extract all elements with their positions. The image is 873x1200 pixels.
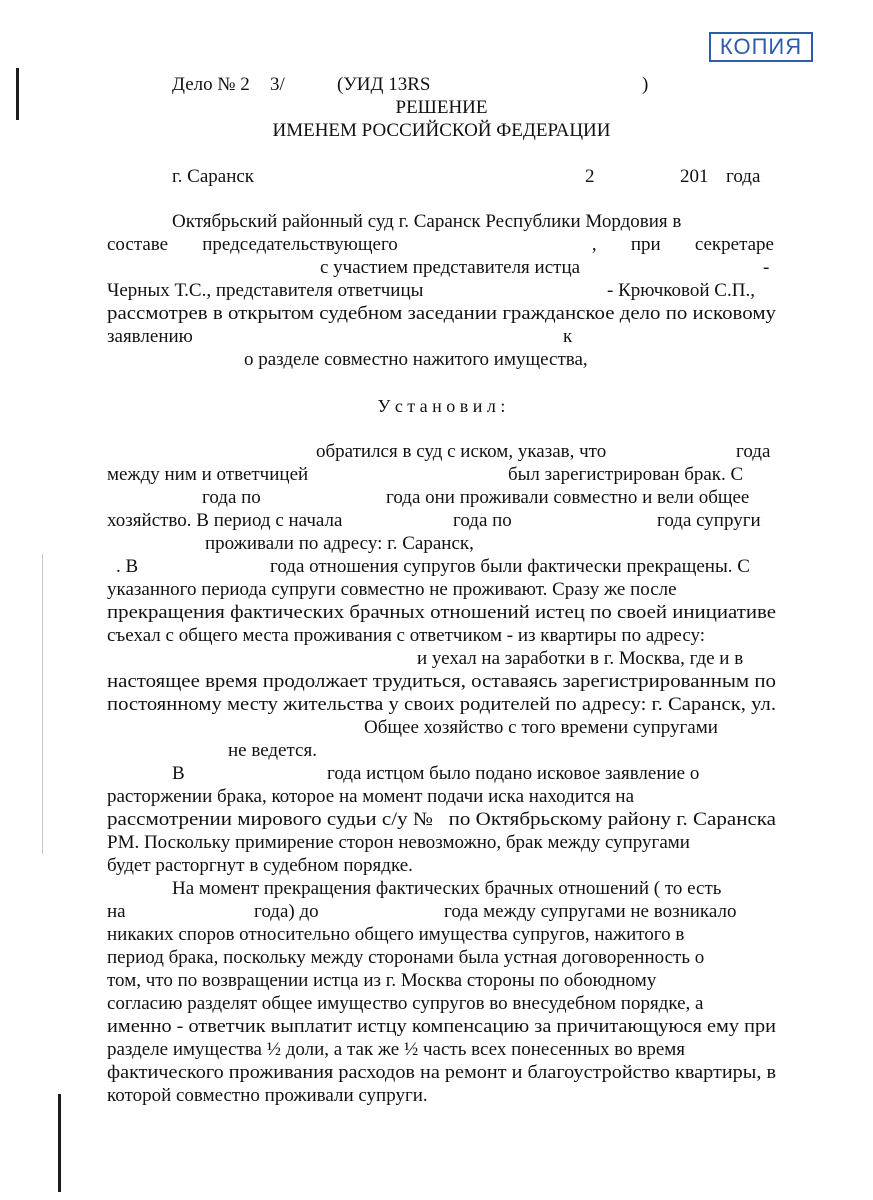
copy-stamp: КОПИЯ xyxy=(709,32,813,62)
body-line: никаких споров относительно общего имущества супругов, нажитого в xyxy=(107,924,685,945)
body-line: на xyxy=(107,901,126,922)
body-line: года xyxy=(736,441,771,462)
intro-line: заявлению xyxy=(107,326,193,347)
body-line: года по xyxy=(202,487,261,508)
body-line: обратился в суд с иском, указав, что xyxy=(316,441,607,462)
body-line: года истцом было подано исковое заявление о xyxy=(327,763,700,784)
body-line: . В xyxy=(116,556,139,577)
body-line: согласию разделят общее имущество супругов во внесудебном порядке, а xyxy=(107,993,704,1014)
uid-close: ) xyxy=(642,74,649,95)
section-heading: У с т а н о в и л : xyxy=(377,396,506,416)
body-line: В xyxy=(172,763,185,784)
intro-line: к xyxy=(563,326,573,347)
scan-margin-mark xyxy=(58,1094,61,1192)
body-line: расторжении брака, которое на момент подачи иска находится на xyxy=(107,786,635,807)
body-line: Общее хозяйство с того времени супругами xyxy=(364,717,718,738)
date-year: 201 xyxy=(680,166,709,187)
intro-line: о разделе совместно нажитого имущества, xyxy=(244,349,588,370)
body-line: года) до xyxy=(254,901,319,922)
body-line: года по xyxy=(453,510,512,531)
body-line: будет расторгнут в судебном порядке. xyxy=(107,855,413,876)
body-line: фактического проживания расходов на ремонт и благоустройство квартиры, в xyxy=(107,1062,776,1083)
body-line: между ним и ответчицей xyxy=(107,464,309,485)
body-line: съехал с общего места проживания с ответчиком - из квартиры по адресу: xyxy=(107,625,706,646)
body-line: рассмотрении мирового судьи с/у № по Октябрьскому району г. Саранска xyxy=(107,809,776,830)
date-day: 2 xyxy=(585,166,595,187)
body-line: период брака, поскольку между сторонами была устная договоренность о xyxy=(107,947,705,968)
document-subtitle: ИМЕНЕМ РОССИЙСКОЙ ФЕДЕРАЦИИ xyxy=(272,120,611,141)
body-line: года отношения супругов были фактически прекращены. С xyxy=(270,556,750,577)
case-number-part: 3/ xyxy=(270,74,285,95)
intro-line: - xyxy=(763,257,770,278)
body-line: том, что по возвращении истца из г. Москва стороны по обоюдному xyxy=(107,970,657,991)
intro-line: составе председательствующего , при секретаре xyxy=(107,234,774,255)
body-line: разделе имущества ½ доли, а так же ½ часть всех понесенных во время xyxy=(107,1039,686,1060)
body-line: РМ. Поскольку примирение сторон невозможно, брак между супругами xyxy=(107,832,690,853)
body-line: которой совместно проживали супруги. xyxy=(107,1085,428,1106)
city: г. Саранск xyxy=(172,166,255,187)
intro-line: с участием представителя истца xyxy=(320,257,581,278)
body-line: настоящее время продолжает трудиться, оставаясь зарегистрированным по xyxy=(107,671,776,692)
intro-line: Октябрьский районный суд г. Саранск Республики Мордовия в xyxy=(172,211,682,232)
document-title: РЕШЕНИЕ xyxy=(395,97,488,118)
date-year-word: года xyxy=(726,166,761,187)
body-line: постоянному месту жительства у своих родителей по адресу: г. Саранск, ул. xyxy=(107,694,776,715)
intro-line: Черных Т.С., представителя ответчицы xyxy=(107,280,424,301)
body-line: и уехал на заработки в г. Москва, где и в xyxy=(417,648,744,669)
body-line: указанного периода супруги совместно не проживают. Сразу же после xyxy=(107,579,677,600)
body-line: года они проживали совместно и вели общее xyxy=(386,487,750,508)
body-line: года супруги xyxy=(657,510,761,531)
scan-fold-line xyxy=(42,554,43,854)
body-line: года между супругами не возникало xyxy=(444,901,737,922)
body-line: был зарегистрирован брак. С xyxy=(508,464,744,485)
intro-line: - Крючковой С.П., xyxy=(607,280,755,301)
body-line: хозяйство. В период с начала xyxy=(107,510,343,531)
body-line: На момент прекращения фактических брачных отношений ( то есть xyxy=(172,878,722,899)
body-line: проживали по адресу: г. Саранск, xyxy=(205,533,474,554)
body-line: именно - ответчик выплатит истцу компенсацию за причитающуюся ему при xyxy=(107,1016,776,1037)
intro-line: рассмотрев в открытом судебном заседании гражданское дело по исковому xyxy=(107,303,777,324)
uid-label: (УИД 13RS xyxy=(337,74,431,95)
body-line: прекращения фактических брачных отношений истец по своей инициативе xyxy=(107,602,776,623)
case-number: Дело № 2 xyxy=(172,74,250,95)
body-line: не ведется. xyxy=(228,740,317,761)
